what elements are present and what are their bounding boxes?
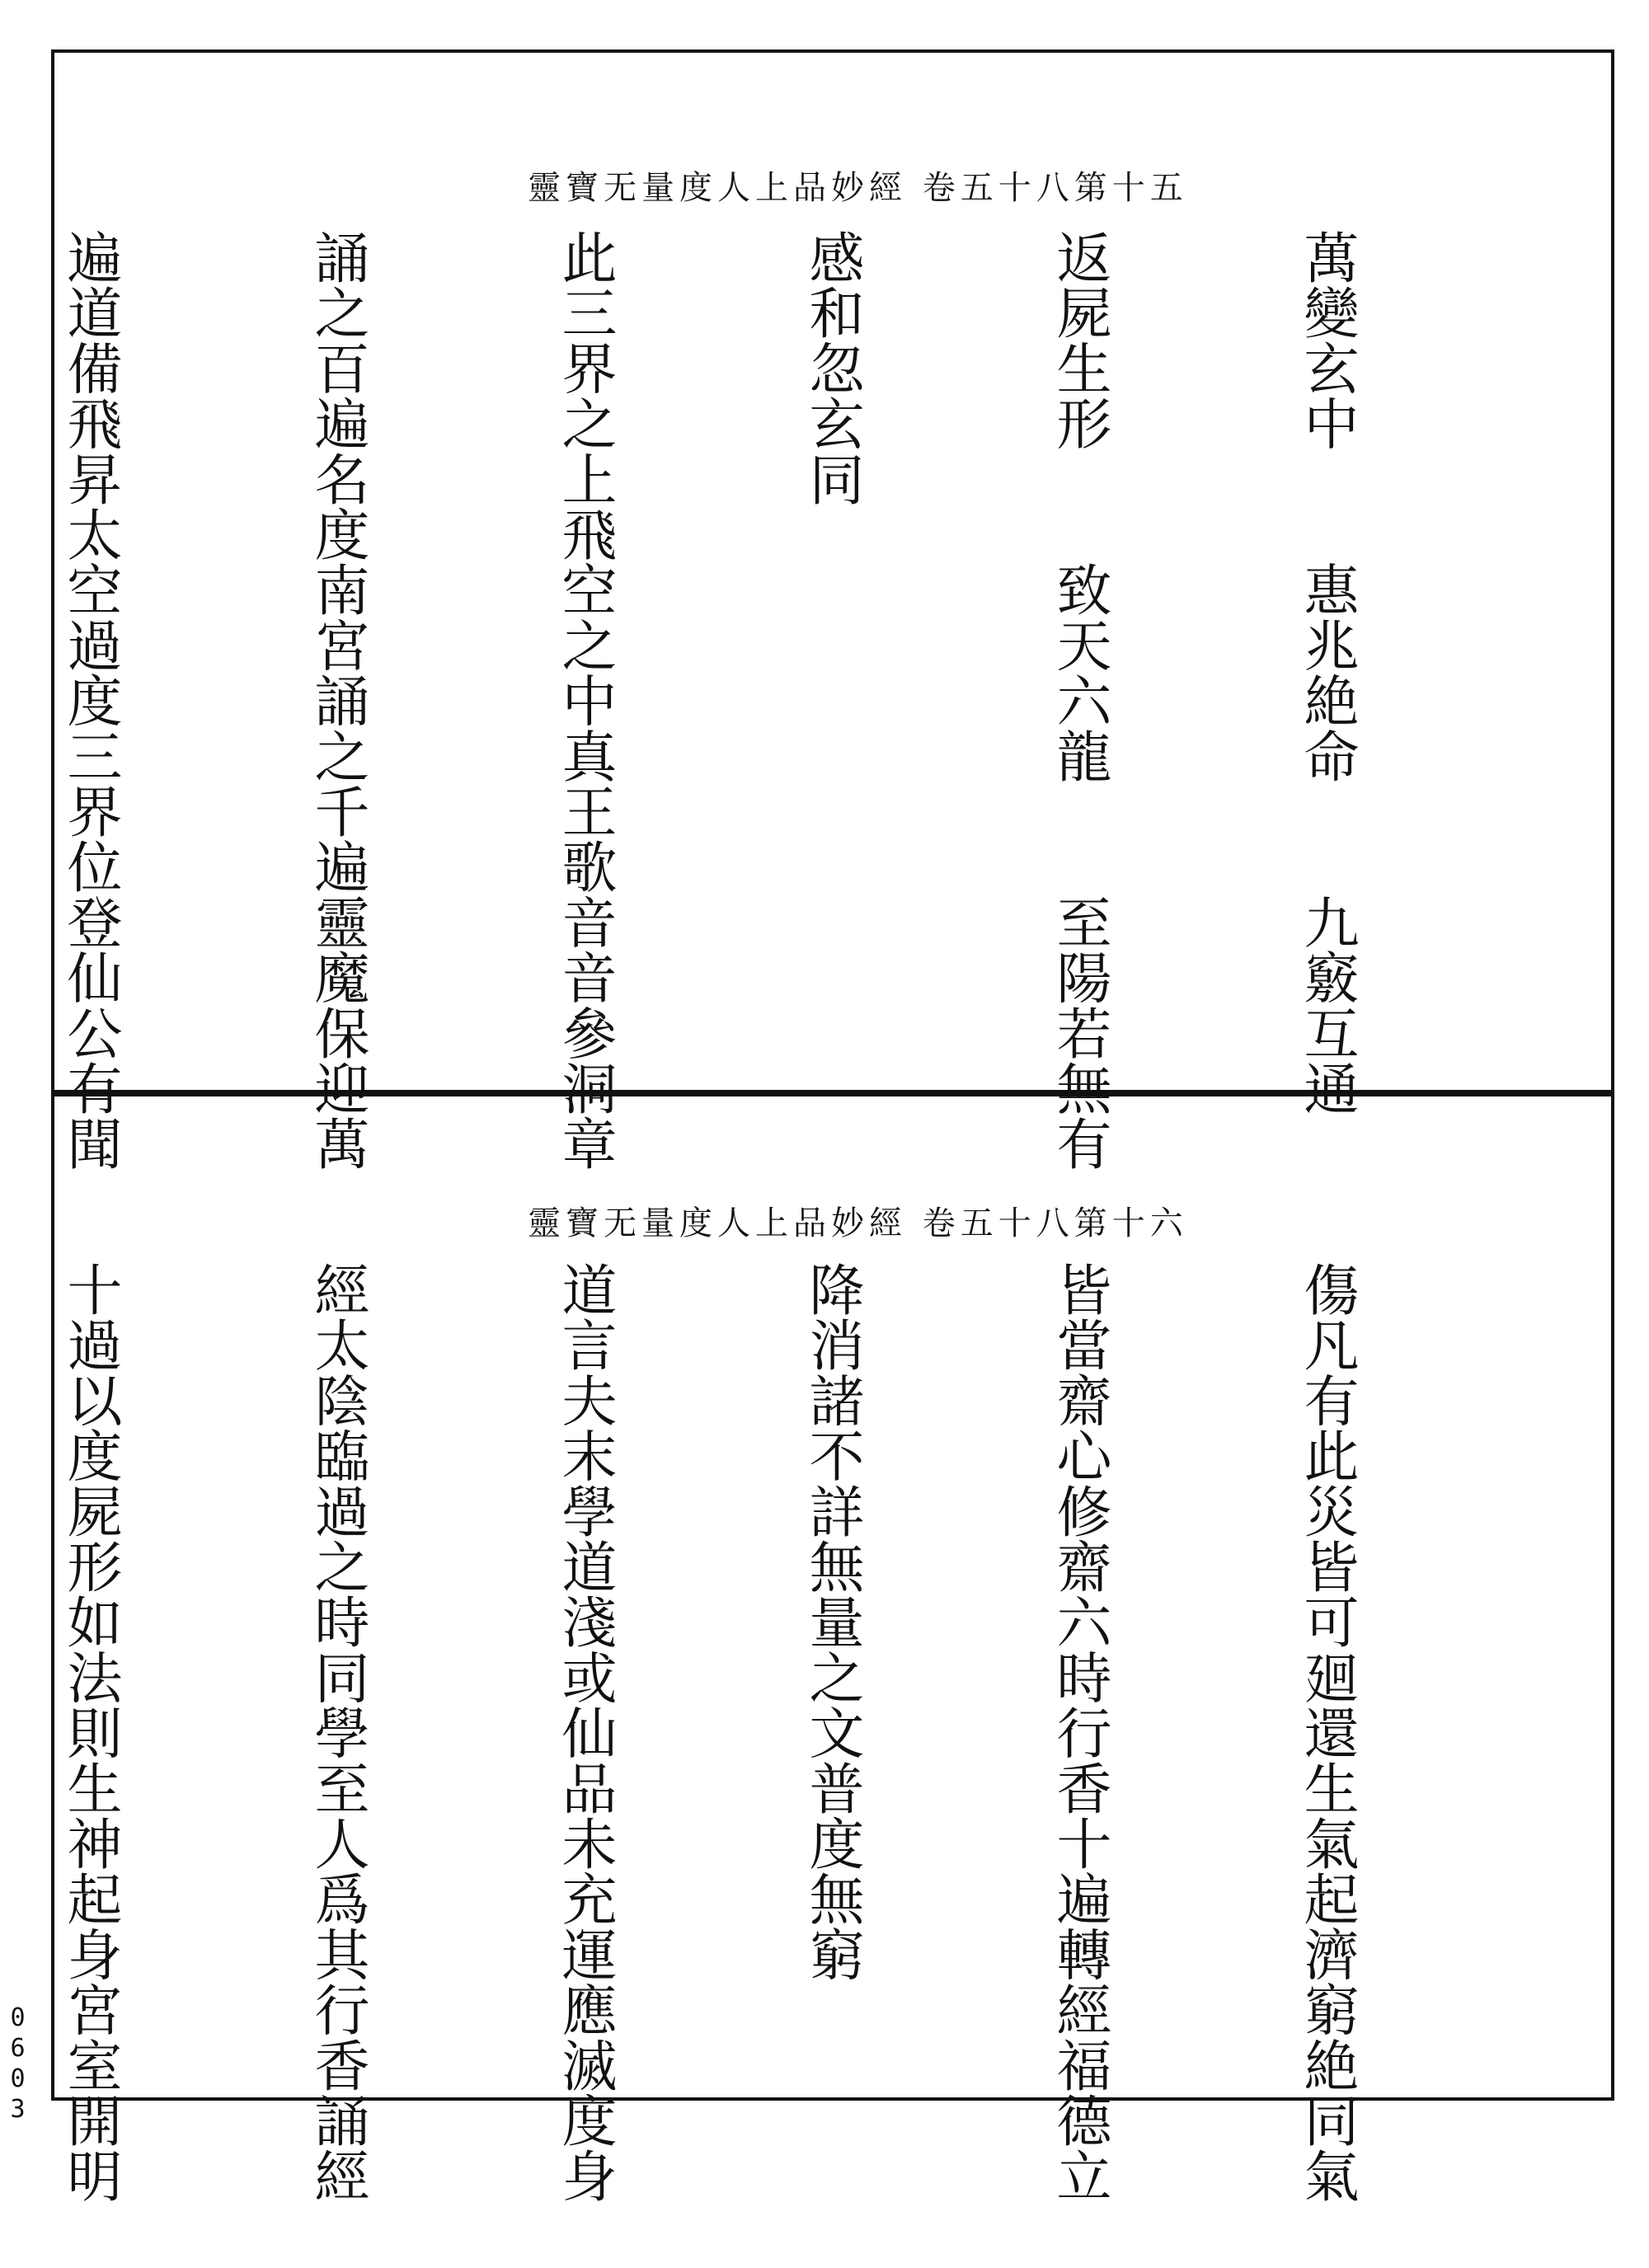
text-column: 遍道備飛昇太空過度三界位登仙公有聞 [59,229,123,1172]
text-column: 傷凡有此災皆可廻還生氣起濟窮絶同氣 [1295,1261,1360,2204]
text-column: 降消諸不詳無量之文普度無窮 [801,1261,865,1982]
text-column: 感和忽玄同 [801,229,865,506]
text-column: 經太陰臨過之時同學至人爲其行香誦經 [306,1261,370,2204]
text-column: 誦之百遍名度南宮誦之千遍靈魔保迎萬 [306,229,370,1172]
text-column: 皆當齋心修齋六時行香十遍轉經福德立 [1048,1261,1112,2204]
top-text-block [0,229,1534,1172]
bottom-running-head: 六十第八十五卷 經妙品上人度量无寶靈 [528,1204,1188,1242]
top-running-head: 五十第八十五卷 經妙品上人度量无寶靈 [528,169,1188,207]
page-number: 0603 [3,2003,32,2125]
text-column: 此三界之上飛空之中真王歌音音參洞章 [553,229,618,1172]
text-column: 十過以度屍形如法則生神起身宮室開明 [59,1261,123,2204]
text-column: 萬變玄中 惠兆絶命 九竅互通 [1295,229,1360,1116]
text-column: 道言夫末學道淺或仙品未充運應滅度身 [553,1261,618,2204]
text-column: 返屍生形 致天六龍 至陽若無有 [1048,229,1112,1172]
